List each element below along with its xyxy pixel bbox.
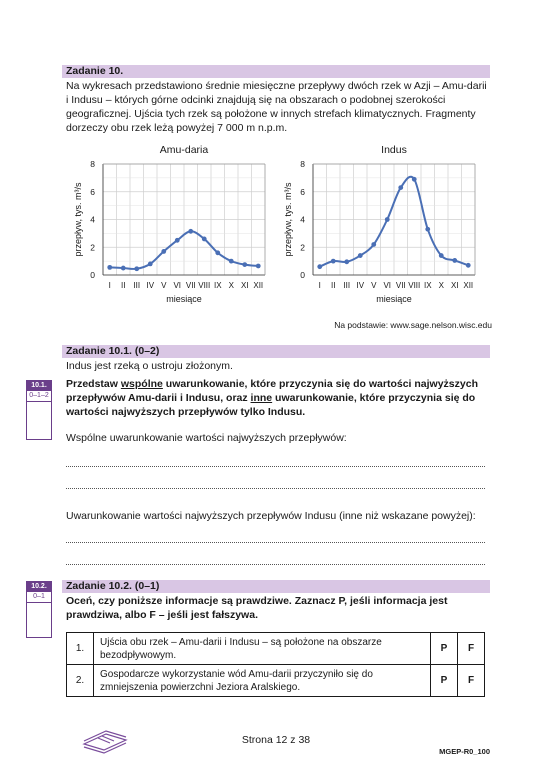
answer-line[interactable] — [66, 542, 485, 543]
prompt-indus-factor: Uwarunkowanie wartości najwyższych przepływów Indusu (inne niż wskazane powyżej): — [66, 510, 476, 522]
statement — [94, 665, 431, 697]
statement-line: Ujścia obu rzek – Amu-darii i Indusu – są położone na obszarze — [100, 636, 382, 648]
data-point — [317, 264, 322, 269]
data-point — [202, 237, 207, 242]
exam-code: MGEP-R0_100 — [439, 747, 490, 756]
task-intro — [66, 79, 491, 135]
data-point — [121, 266, 126, 271]
y-tick-label: 8 — [90, 159, 95, 169]
x-tick-label: IX — [423, 281, 432, 290]
x-tick-label: VIII — [198, 281, 211, 290]
data-point — [148, 262, 153, 267]
source-note: Na podstawie: www.sage.nelson.wisc.edu — [334, 320, 492, 330]
x-tick-label: II — [331, 281, 336, 290]
x-tick-label: VI — [173, 281, 182, 290]
subtask-10-1-title: Zadanie 10.1. (0–2) — [62, 345, 490, 358]
row-number: 2. — [67, 665, 94, 697]
y-tick-label: 2 — [300, 242, 305, 253]
x-tick-label: XI — [240, 281, 249, 290]
data-point — [439, 253, 444, 258]
true-option[interactable]: P — [431, 665, 458, 697]
instr-text: uwarunkowanie, które przyczynia się do — [272, 392, 476, 404]
true-false-table — [66, 632, 485, 697]
score-box-points: 0–1–2 — [27, 391, 51, 402]
y-tick-label: 8 — [300, 159, 305, 169]
river-flow-charts — [0, 138, 552, 318]
false-option[interactable]: F — [458, 665, 485, 697]
exam-logo-icon — [80, 726, 130, 754]
data-point — [466, 263, 471, 268]
intro-line: i Indusu – których górne odcinki znajdują się na obszarach o podobnej szerokości — [66, 94, 446, 106]
intro-line: geograficznej. Ujścia tych rzek są położone w innych strefach klimatycznych. Fragmenty — [66, 108, 476, 120]
subtask-10-2-title: Zadanie 10.2. (0–1) — [62, 580, 490, 593]
table-row — [67, 665, 485, 697]
page-number: Strona 12 z 38 — [241, 734, 311, 746]
subtask-10-1-context: Indus jest rzeką o ustroju złożonym. — [66, 360, 233, 372]
x-tick-label: XII — [253, 281, 264, 290]
x-tick-label: VIII — [408, 281, 421, 290]
y-tick-label: 4 — [300, 214, 305, 225]
x-tick-label: IX — [213, 281, 222, 290]
data-point — [215, 250, 220, 255]
task-title: Zadanie 10. — [62, 65, 490, 78]
x-tick-label: XII — [463, 281, 474, 290]
score-box-10-2 — [26, 581, 52, 638]
prompt-common-factor: Wspólne uwarunkowanie wartości najwyższych przepływów: — [66, 432, 347, 444]
data-point — [331, 259, 336, 264]
instr-emphasis: inne — [250, 392, 273, 404]
data-point — [242, 262, 247, 267]
y-tick-label: 4 — [90, 214, 95, 225]
intro-line: dorzeczy obu rzek leżą powyżej 7 000 m n.p.m. — [66, 122, 288, 134]
data-point — [398, 185, 403, 190]
x-tick-label: X — [228, 281, 234, 290]
answer-line[interactable] — [66, 488, 485, 489]
answer-line[interactable] — [66, 466, 485, 467]
subtask-10-2-instruction — [66, 594, 496, 622]
subtask-10-1-instruction — [66, 377, 496, 419]
data-point — [371, 242, 376, 247]
y-axis-label: przepływ, tys. m³/s — [73, 182, 83, 257]
x-axis-label: miesiące — [166, 294, 202, 304]
y-tick-label: 2 — [90, 242, 95, 253]
chart-title: Amu-daria — [159, 144, 209, 156]
data-point — [188, 229, 193, 234]
y-tick-label: 6 — [90, 186, 95, 197]
data-point — [358, 253, 363, 258]
y-tick-label: 6 — [300, 186, 305, 197]
instr-text: Przedstaw — [66, 378, 121, 390]
x-tick-label: V — [161, 281, 167, 290]
chart-title: Indus — [381, 144, 407, 156]
x-tick-label: IV — [356, 281, 365, 290]
answer-line[interactable] — [66, 564, 485, 565]
x-axis-label: miesiące — [376, 294, 412, 304]
true-option[interactable]: P — [431, 633, 458, 665]
score-box-points: 0–1 — [27, 592, 51, 603]
x-tick-label: V — [371, 281, 377, 290]
x-tick-label: X — [438, 281, 444, 290]
x-tick-label: III — [343, 281, 351, 290]
y-axis-label: przepływ, tys. m³/s — [283, 182, 293, 257]
data-point — [229, 259, 234, 264]
instr-text: wartości najwyższych przepływów tylko Indusu. — [66, 406, 306, 418]
instr-line: prawdziwa, albo F – jeśli jest fałszywa. — [66, 609, 258, 621]
data-point — [175, 238, 180, 243]
x-tick-label: III — [133, 281, 141, 290]
instr-text: uwarunkowanie, które przyczynia się do wartości najwyższych — [162, 378, 478, 390]
x-tick-label: I — [108, 281, 111, 290]
statement-line: bezodpływowym. — [100, 649, 177, 661]
row-number: 1. — [67, 633, 94, 665]
x-tick-label: II — [121, 281, 126, 290]
data-point — [452, 258, 457, 263]
x-tick-label: VII — [395, 281, 406, 290]
data-point — [161, 249, 166, 254]
x-tick-label: XI — [450, 281, 459, 290]
x-tick-label: VII — [185, 281, 196, 290]
x-tick-label: I — [318, 281, 321, 290]
intro-line: Na wykresach przedstawiono średnie miesięczne przepływy dwóch rzek w Azji – Amu-darii — [66, 80, 487, 92]
data-point — [385, 217, 390, 222]
data-point — [134, 266, 139, 271]
score-box-label: 10.2. — [27, 582, 51, 592]
instr-text: przepływów Amu-darii i Indusu, oraz — [66, 392, 251, 404]
score-box-10-1 — [26, 380, 52, 440]
data-point — [412, 177, 417, 182]
data-point — [256, 264, 261, 269]
statement — [94, 633, 431, 665]
data-point — [425, 227, 430, 232]
statement-line: Gospodarcze wykorzystanie wód Amu-darii przyczyniło się do — [100, 668, 373, 680]
y-tick-label: 0 — [90, 270, 95, 280]
y-tick-label: 0 — [300, 270, 305, 280]
data-point — [344, 259, 349, 264]
statement-line: zmniejszenia powierzchni Jeziora Aralskiego. — [100, 681, 301, 693]
data-point — [107, 265, 112, 270]
false-option[interactable]: F — [458, 633, 485, 665]
score-box-label: 10.1. — [27, 381, 51, 391]
instr-line: Oceń, czy poniższe informacje są prawdziwe. Zaznacz P, jeśli informacja jest — [66, 595, 448, 607]
instr-emphasis: wspólne — [120, 378, 163, 390]
x-tick-label: IV — [146, 281, 155, 290]
x-tick-label: VI — [383, 281, 392, 290]
table-row — [67, 633, 485, 665]
